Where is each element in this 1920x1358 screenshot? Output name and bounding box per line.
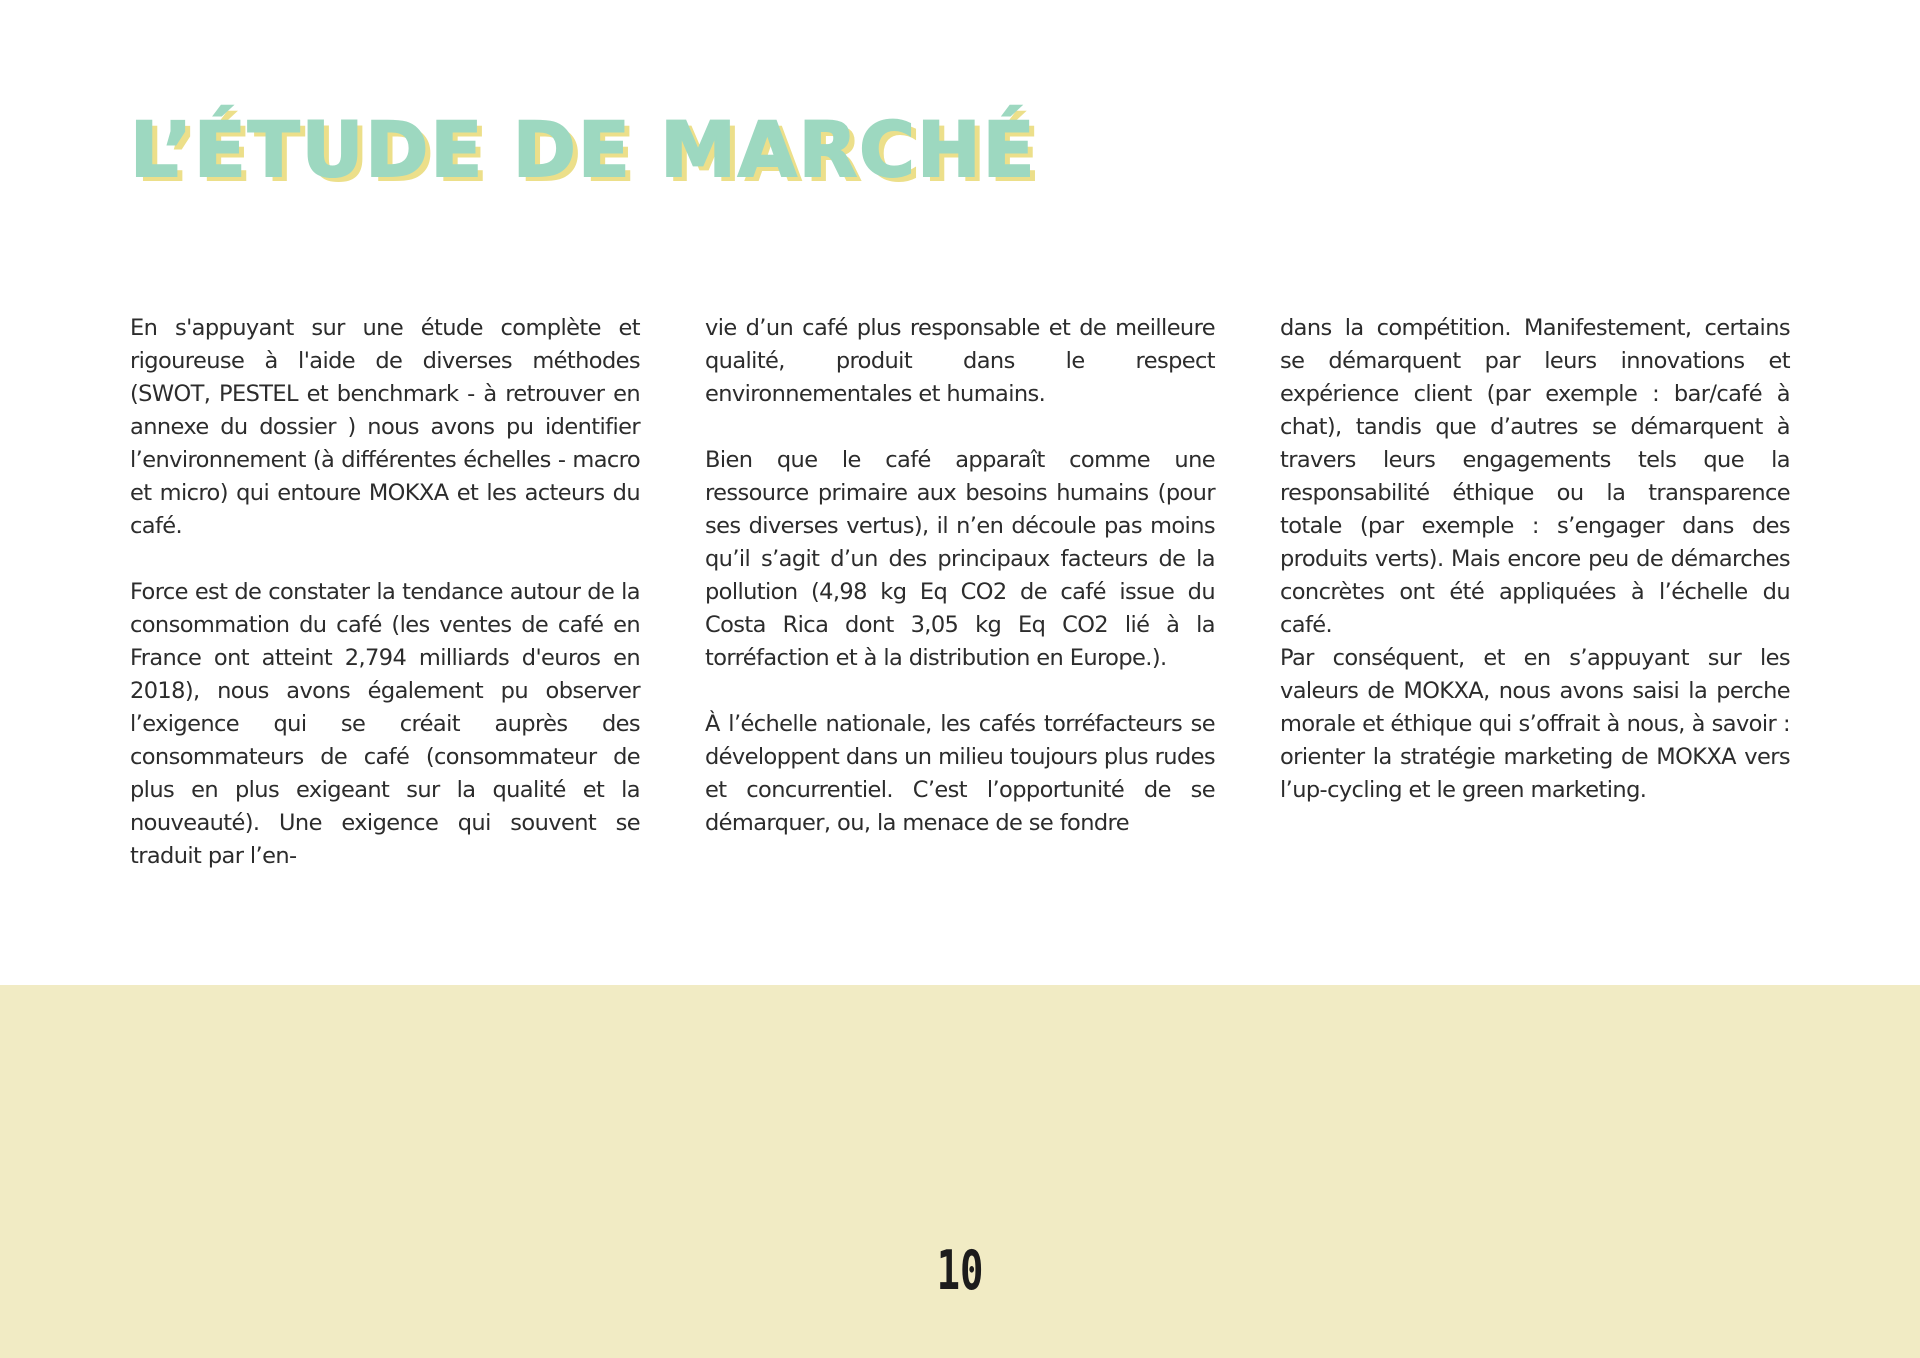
footer-band [0, 985, 1920, 1358]
paragraph: dans la compétition. Manifestement, certains se démarquent par leurs innovations et expérience client (par exemple : bar/café à chat), tandis que d’autres se démarquent à travers leurs engagements tels que la responsabilité éthique ou la transparence totale (par exemple : s’engager dans des produits verts). Mais encore peu de démarches concrètes ont été appliquées à l’échelle du café. [1280, 315, 1790, 638]
page-number: 10 [936, 1239, 984, 1302]
paragraph: Par conséquent, et en s’appuyant sur les valeurs de MOKXA, nous avons saisi la perche morale et éthique qui s’offrait à nous, à savoir : orienter la stratégie marketing de MOKXA vers l’up-cycling et le green marketing. [1280, 645, 1790, 803]
paragraph: En s'appuyant sur une étude complète et rigoureuse à l'aide de diverses méthodes (SWOT, PESTEL et benchmark - à retrouver en annexe du dossier ) nous avons pu identifier l’environnement (à différentes échelles - macro et micro) qui entoure MOKXA et les acteurs du café. [130, 315, 640, 539]
paragraph: vie d’un café plus responsable et de meilleure qualité, produit dans le respect environnementales et humains. [705, 315, 1215, 407]
body-text-columns [130, 312, 1790, 872]
paragraph: À l’échelle nationale, les cafés torréfacteurs se développent dans un milieu toujours plus rudes et concurrentiel. C’est l’opportunité de se démarquer, ou, la menace de se fondre [705, 711, 1215, 836]
text-column-3 [1280, 312, 1790, 807]
page-title: L’ÉTUDE DE MARCHÉ [130, 105, 1037, 194]
text-column-1 [130, 312, 640, 873]
paragraph: Bien que le café apparaît comme une ressource primaire aux besoins humains (pour ses diverses vertus), il n’en découle pas moins qu’il s’agit d’un des principaux facteurs de la pollution (4,98 kg Eq CO2 de café issue du Costa Rica dont 3,05 kg Eq CO2 lié à la torréfaction et à la distribution en Europe.). [705, 447, 1215, 671]
paragraph: Force est de constater la tendance autour de la consommation du café (les ventes de café en France ont atteint 2,794 milliards d'euros en 2018), nous avons également pu observer l’exigence qui se créait auprès des consommateurs de café (consommateur de plus en plus exigeant sur la qualité et la nouveauté). Une exigence qui souvent se traduit par l’en- [130, 579, 640, 869]
text-column-2 [705, 312, 1215, 840]
